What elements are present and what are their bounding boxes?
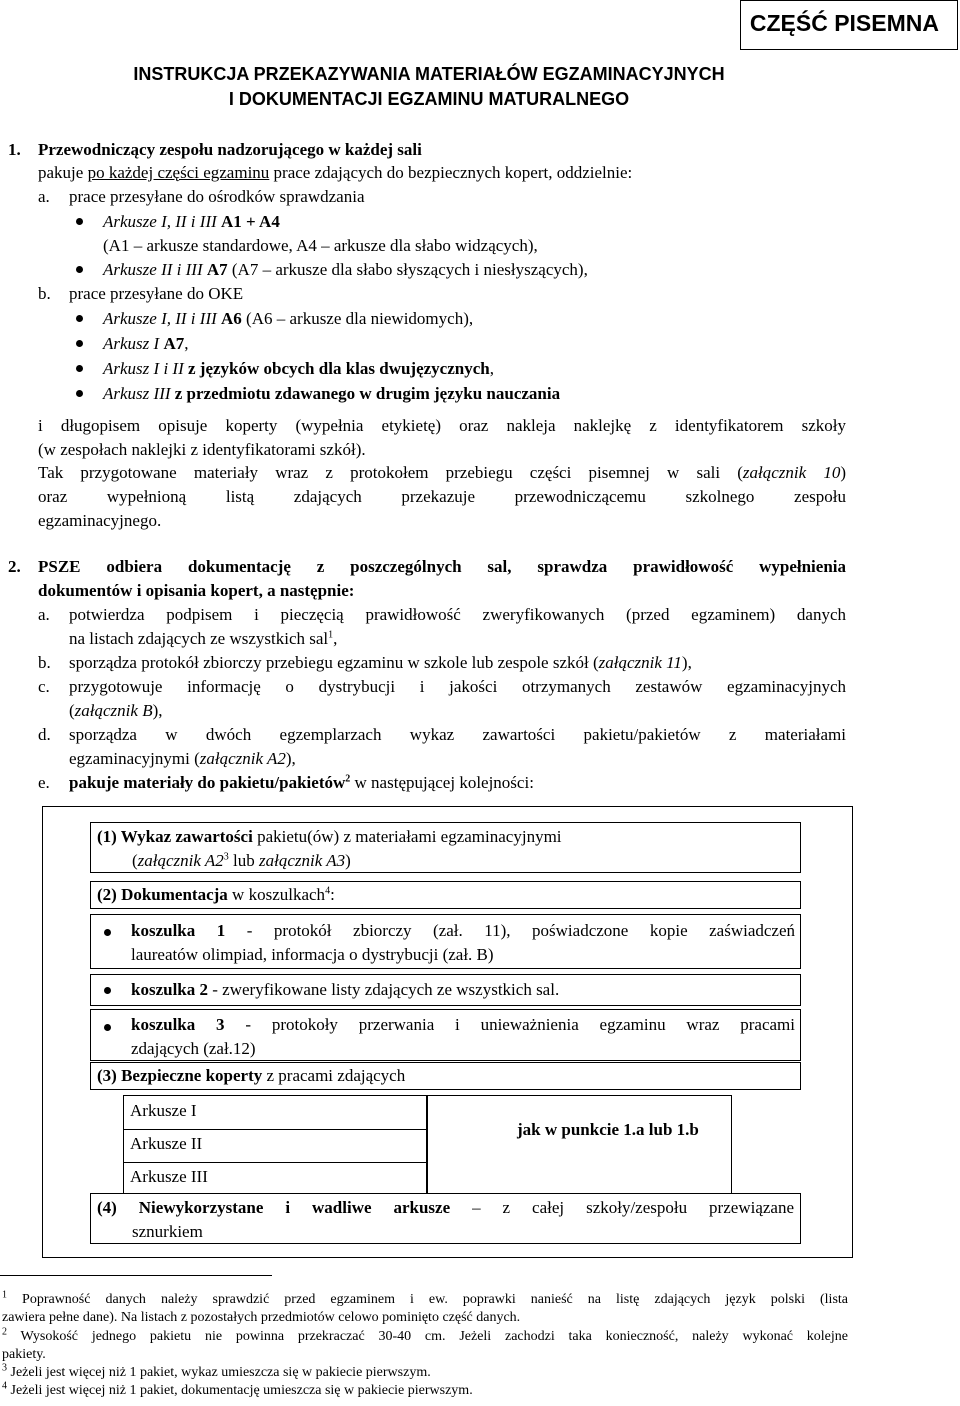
footnote-3-number: 3	[2, 1362, 7, 1374]
sheets-note: jak w punkcie 1.a lub 1.b	[517, 1120, 699, 1139]
sleeve-2-bold: koszulka 2	[131, 980, 208, 999]
item-2e-rest: w następującej kolejności:	[350, 773, 534, 792]
sheet-arkusze-1: Arkusze I	[130, 1101, 197, 1120]
sleeve-3-l2: zdających (zał.12)	[131, 1039, 256, 1058]
item-a-text: prace przesyłane do ośrodków sprawdzania	[69, 187, 365, 206]
bullet-icon	[76, 315, 83, 322]
box-item-3-rest: z pracami zdających	[262, 1066, 406, 1085]
bullet-a2-rest: (A7 – arkusze dla słabo słyszących i niesłyszących),	[231, 260, 588, 279]
paragraph-handover-l1	[38, 461, 846, 485]
sleeve-3	[90, 1009, 801, 1061]
sleeve-3-rest: - protokoły przerwania i unieważnienia egzaminu wraz pracami	[224, 1015, 796, 1034]
sleeve-1-rest: - protokół zbiorczy (zał. 11), poświadczone kopie zaświadczeń	[225, 921, 795, 940]
paragraph-handover-l2: oraz wypełnioną listą zdających przekazuje przewodniczącemu szkolnego zespołu	[38, 487, 846, 506]
section-1-intro	[38, 161, 632, 185]
bullet-a2-italic: Arkusze II i III	[103, 260, 203, 279]
bullet-icon	[104, 987, 111, 994]
box-item-4	[90, 1193, 801, 1244]
bullet-b2	[103, 332, 188, 356]
item-b-text: prace przesyłane do OKE	[69, 284, 244, 303]
sheets-list	[123, 1095, 427, 1194]
footnote-rule	[0, 1275, 272, 1276]
box-item-4-l1	[97, 1196, 794, 1220]
item-2a-l1: potwierdza podpisem i pieczęcią prawidłowość zweryfikowanych (przed egzaminem) danych	[69, 605, 846, 624]
box-item-4-rest: – z całej szkoły/zespołu przewiązane	[450, 1198, 794, 1217]
bullet-b1-bold: A6	[221, 309, 242, 328]
footnote-2-l1	[2, 1328, 848, 1345]
handover-italic: załącznik 10	[742, 463, 841, 482]
bullet-a1	[103, 210, 280, 234]
footnote-ref-1: 1	[328, 629, 334, 641]
footnote-1-text: Poprawność danych należy sprawdzić przed egzaminem i ew. poprawki nanieść na listę zdających język polski (lista	[7, 1292, 848, 1307]
sleeve-1	[90, 914, 801, 969]
item-2c-paren: (	[69, 701, 75, 720]
box-item-3-text	[97, 1064, 405, 1088]
item-2b-end: ),	[681, 653, 692, 672]
handover-text: Tak przygotowane materiały wraz z protokołem przebiegu części pisemnej w sali (	[38, 463, 743, 482]
intro-text: pakuje	[38, 163, 88, 182]
bullet-b4-italic: Arkusz III	[103, 384, 171, 403]
bullet-b2-rest: ,	[184, 334, 189, 353]
bullet-a2	[103, 258, 588, 282]
box-item-1-italic-b: załącznik A3	[259, 851, 346, 870]
item-2d-italic: załącznik A2	[199, 749, 286, 768]
footnote-1-l1	[2, 1291, 848, 1308]
paragraph-handover-l3: egzaminacyjnego.	[38, 511, 162, 530]
section-2-heading-l1: PSZE odbiera dokumentację z poszczególnych sal, sprawdza prawidłowość wypełnienia	[38, 557, 846, 576]
box-item-1-rest: pakietu(ów) z materiałami egzaminacyjnymi	[252, 827, 562, 846]
item-2c-l2	[69, 699, 163, 723]
bullet-icon	[76, 340, 83, 347]
sleeve-1-l1	[131, 919, 795, 943]
footnote-3-text: Jeżeli jest więcej niż 1 pakiet, wykaz umieszcza się w pakiecie pierwszym.	[7, 1365, 431, 1380]
footnote-4	[2, 1382, 848, 1399]
box-item-4-bold: (4) Niewykorzystane i wadliwe arkusze	[97, 1198, 451, 1217]
footnote-1-number: 1	[2, 1289, 7, 1301]
item-2a-label: a.	[38, 605, 50, 624]
handover-text-end: )	[840, 463, 846, 482]
footnote-2-l2: pakiety.	[2, 1347, 46, 1362]
item-2c-italic: załącznik B	[74, 701, 153, 720]
box-item-4-l2: sznurkiem	[132, 1222, 203, 1241]
sleeve-2	[90, 974, 801, 1006]
sleeve-1-l2: laureatów olimpiad, informacja o dystrybucji (zał. B)	[131, 945, 494, 964]
paragraph-envelopes-l2: (w zespołach naklejki z identyfikatorami szkół).	[38, 440, 366, 459]
bullet-b2-bold: A7	[163, 334, 185, 353]
item-2a-end: ,	[333, 629, 338, 648]
box-item-1-paren: (	[132, 851, 138, 870]
bullet-icon	[76, 365, 83, 372]
box-item-1-mid: lub	[228, 851, 260, 870]
item-2e-label: e.	[38, 773, 50, 792]
item-2d-end: ),	[285, 749, 296, 768]
footnote-4-number: 4	[2, 1380, 7, 1392]
sheet-arkusze-3: Arkusze III	[130, 1167, 208, 1186]
box-item-1-italic-a: załącznik A2	[137, 851, 224, 870]
footnote-4-text: Jeżeli jest więcej niż 1 pakiet, dokumentację umieszcza się w pakiecie pierwszym.	[7, 1383, 473, 1398]
section-1-heading: Przewodniczący zespołu nadzorującego w każdej sali	[38, 140, 422, 159]
item-2a-text: na listach zdających ze wszystkich sal	[69, 629, 329, 648]
box-item-1-bold: (1) Wykaz zawartości	[97, 827, 253, 846]
item-2a-l2	[69, 627, 337, 651]
item-a-label: a.	[38, 187, 50, 206]
sleeve-3-l1	[131, 1013, 795, 1037]
bullet-a1-bold: A1 + A4	[221, 212, 280, 231]
sleeve-1-bold: koszulka 1	[131, 921, 226, 940]
bullet-icon	[76, 218, 83, 225]
item-2d-label: d.	[38, 725, 51, 744]
box-item-1	[90, 822, 801, 873]
title-line-2: I DOKUMENTACJI EGZAMINU MATURALNEGO	[228, 89, 630, 109]
bullet-b3-bold: z języków obcych dla klas dwujęzycznych	[187, 359, 490, 378]
footnote-2-number: 2	[2, 1326, 7, 1338]
item-2c-end: ),	[152, 701, 163, 720]
box-item-1-end: )	[345, 851, 351, 870]
footnote-ref-3: 3	[223, 851, 229, 863]
item-2b-label: b.	[38, 653, 51, 672]
footnote-ref-2: 2	[345, 773, 351, 785]
item-2e	[69, 771, 534, 795]
paragraph-envelopes-l1: i długopisem opisuje koperty (wypełnia etykietę) oraz nakleja naklejkę z identyfikatorem szkoły	[38, 416, 846, 435]
bullet-icon	[104, 929, 111, 936]
sheet-arkusze-2: Arkusze II	[130, 1134, 203, 1153]
section-1-number: 1.	[8, 140, 21, 159]
item-2d-l1: sporządza w dwóch egzemplarzach wykaz zawartości pakietu/pakietów z materiałami	[69, 725, 846, 744]
section-2-number: 2.	[8, 557, 21, 576]
title-line-1: INSTRUKCJA PRZEKAZYWANIA MATERIAŁÓW EGZAMINACYJNYCH	[133, 64, 725, 84]
box-item-2	[90, 881, 801, 909]
item-2b-italic: załącznik 11	[598, 653, 682, 672]
sleeve-3-bold: koszulka 3	[131, 1015, 225, 1034]
footnote-1-l2: zawiera pełne dane). Na listach z pozostałych przedmiotów celowo pominięto część danych.	[2, 1310, 521, 1325]
packing-order-box	[42, 806, 853, 1258]
bullet-b2-italic: Arkusz I	[103, 334, 160, 353]
divider	[124, 1129, 426, 1130]
bullet-b1	[103, 307, 473, 331]
footnote-2-text: Wysokość jednego pakietu nie powinna przekraczać 30-40 cm. Jeżeli zachodzi taka konieczność, należy wykonać kolejne	[7, 1329, 848, 1344]
bullet-a2-bold: A7	[206, 260, 228, 279]
footnote-ref-4: 4	[325, 885, 331, 897]
section-2-heading-l2: dokumentów i opisania kopert, a następnie:	[38, 581, 355, 600]
box-item-2-text	[97, 883, 335, 907]
bullet-b4-bold: z przedmiotu zdawanego w drugim języku nauczania	[174, 384, 561, 403]
bullet-b1-rest: (A6 – arkusze dla niewidomych),	[246, 309, 474, 328]
intro-underlined: po każdej części egzaminu	[87, 163, 270, 182]
intro-text-end: prace zdających do bezpiecznych kopert, oddzielnie:	[269, 163, 633, 182]
bullet-icon	[76, 390, 83, 397]
box-item-1-l1	[97, 825, 562, 849]
item-2c-label: c.	[38, 677, 50, 696]
box-item-3	[90, 1062, 801, 1090]
item-2b-text: sporządza protokół zbiorczy przebiegu egzaminu w szkole lub zespole szkół (	[69, 653, 599, 672]
item-b-label: b.	[38, 284, 51, 303]
bullet-b1-italic: Arkusze I, II i III	[103, 309, 217, 328]
sleeve-2-text	[131, 978, 559, 1002]
item-2e-bold: pakuje materiały do pakietu/pakietów	[69, 773, 346, 792]
section-tag: CZĘŚĆ PISEMNA	[740, 0, 958, 50]
bullet-a1-italic: Arkusze I, II i III	[103, 212, 217, 231]
bullet-b4	[103, 382, 560, 406]
box-item-2-bold: (2) Dokumentacja	[97, 885, 228, 904]
box-item-3-bold: (3) Bezpieczne koperty	[97, 1066, 263, 1085]
bullet-icon	[76, 266, 83, 273]
box-item-2-colon: :	[330, 885, 335, 904]
bullet-b3-italic: Arkusz I i II	[103, 359, 184, 378]
divider	[124, 1162, 426, 1163]
bullet-b3-rest: ,	[489, 359, 494, 378]
sleeve-2-rest: - zweryfikowane listy zdających ze wszystkich sal.	[208, 980, 560, 999]
item-2d-text: egzaminacyjnymi (	[69, 749, 200, 768]
sheets-note-box	[427, 1095, 732, 1194]
box-item-1-l2	[132, 849, 351, 873]
page-title	[0, 62, 858, 112]
bullet-icon	[104, 1024, 111, 1031]
box-item-2-rest: w koszulkach	[227, 885, 326, 904]
item-2b	[69, 651, 692, 675]
item-2d-l2	[69, 747, 296, 771]
item-2c-l1: przygotowuje informację o dystrybucji i jakości otrzymanych zestawów egzaminacyjnych	[69, 677, 846, 696]
bullet-a1-continuation: (A1 – arkusze standardowe, A4 – arkusze dla słabo widzących),	[103, 236, 538, 255]
bullet-b3	[103, 357, 494, 381]
footnote-3	[2, 1364, 848, 1381]
